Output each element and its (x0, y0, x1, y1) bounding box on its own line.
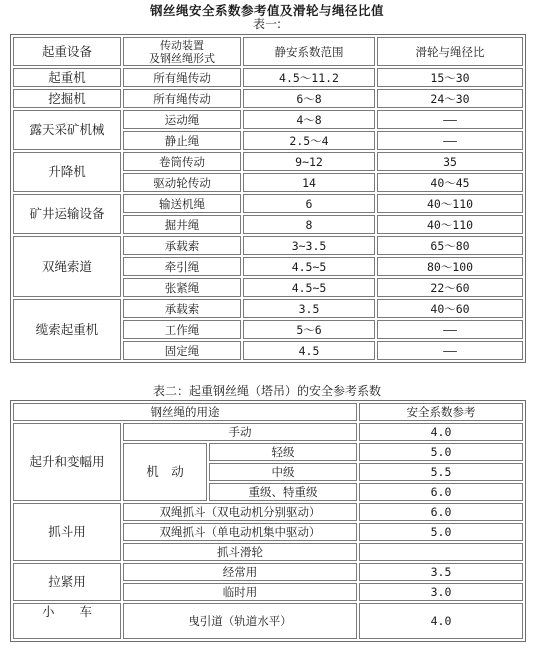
value-cell: 6.0 (359, 483, 523, 501)
usage-cell: 曳引道（轨道水平） (123, 603, 357, 639)
factor-cell: 9~12 (243, 152, 375, 171)
factor-cell: 5～6 (243, 320, 375, 339)
category-cell: 升降机 (13, 152, 121, 192)
usage-cell: 经常用 (123, 563, 357, 581)
table2-caption: 表二：起重钢丝绳（塔吊）的安全参考系数 (152, 384, 381, 398)
category-cell: 双绳索道 (13, 236, 121, 297)
header-safety-factor: 安全系数参考 (359, 403, 523, 421)
safety-factor-table (10, 34, 526, 363)
type-cell: 固定绳 (123, 341, 241, 360)
usage-cell: 轻级 (209, 443, 357, 461)
table-row (13, 563, 523, 581)
category-cell: 小 车 (13, 603, 121, 639)
category-cell: 挖掘机 (13, 89, 121, 108)
table-row (13, 89, 523, 108)
table-row (13, 152, 523, 171)
type-cell: 静止绳 (123, 131, 241, 150)
usage-cell: 双绳抓斗（单电动机集中驱动） (123, 523, 357, 541)
type-cell: 张紧绳 (123, 278, 241, 297)
type-cell: 工作绳 (123, 320, 241, 339)
value-cell: 3.5 (359, 563, 523, 581)
usage-cell: 抓斗滑轮 (123, 543, 357, 561)
table-row (13, 194, 523, 213)
type-cell: 所有绳传动 (123, 68, 241, 87)
table-row (13, 110, 523, 129)
table1-caption: 表一: (252, 17, 282, 31)
usage-cell: 双绳抓斗（双电动机分别驱动） (123, 503, 357, 521)
type-cell: 所有绳传动 (123, 89, 241, 108)
category-cell: 拉紧用 (13, 563, 121, 601)
subcategory-cell: 机 动 (123, 443, 207, 501)
ratio-cell: 40～110 (377, 194, 523, 213)
ratio-cell: 40～110 (377, 215, 523, 234)
usage-cell: 中级 (209, 463, 357, 481)
value-cell: 3.0 (359, 583, 523, 601)
category-cell: 抓斗用 (13, 503, 121, 561)
ratio-cell: —— (377, 110, 523, 129)
factor-cell: 6 (243, 194, 375, 213)
value-cell: 4.0 (359, 423, 523, 441)
type-cell: 承载索 (123, 236, 241, 255)
factor-cell: 14 (243, 173, 375, 192)
factor-cell: 3.5 (243, 299, 375, 318)
ratio-cell: 80～100 (377, 257, 523, 276)
category-cell: 矿井运输设备 (13, 194, 121, 234)
usage-cell: 手动 (123, 423, 357, 441)
table-row (13, 503, 523, 521)
table-row (13, 68, 523, 87)
page-title: 钢丝绳安全系数参考值及滑轮与绳径比值 (149, 3, 384, 18)
value-cell: 4.0 (359, 603, 523, 639)
ratio-cell: 35 (377, 152, 523, 171)
header-equipment: 起重设备 (13, 37, 121, 66)
header-sheave-ratio: 滑轮与绳径比 (377, 37, 523, 66)
ratio-cell: 22～60 (377, 278, 523, 297)
table-row (13, 423, 523, 441)
value-cell: 5.0 (359, 443, 523, 461)
table1-header-row (13, 37, 523, 66)
ratio-cell: 15～30 (377, 68, 523, 87)
ratio-cell: 24～30 (377, 89, 523, 108)
table2-header-row (13, 403, 523, 421)
type-cell: 驱动轮传动 (123, 173, 241, 192)
table-row (13, 603, 523, 639)
table-row (13, 236, 523, 255)
factor-cell: 3~3.5 (243, 236, 375, 255)
category-cell: 起重机 (13, 68, 121, 87)
header-drive-type-line2: 及钢丝绳形式 (149, 51, 215, 65)
type-cell: 牵引绳 (123, 257, 241, 276)
factor-cell: 8 (243, 215, 375, 234)
factor-cell: 4～8 (243, 110, 375, 129)
type-cell: 掘井绳 (123, 215, 241, 234)
type-cell: 运动绳 (123, 110, 241, 129)
ratio-cell: 40～60 (377, 299, 523, 318)
usage-cell: 重级、特重级 (209, 483, 357, 501)
type-cell: 承载索 (123, 299, 241, 318)
table-row (13, 299, 523, 318)
factor-cell: 4.5~5 (243, 278, 375, 297)
value-cell: 5.0 (359, 523, 523, 541)
value-cell: 5.5 (359, 463, 523, 481)
factor-cell: 4.5 (243, 341, 375, 360)
ratio-cell: 40～45 (377, 173, 523, 192)
tower-crane-factor-table (10, 400, 526, 642)
ratio-cell: 65～80 (377, 236, 523, 255)
ratio-cell: —— (377, 320, 523, 339)
category-cell: 露天采矿机械 (13, 110, 121, 150)
header-drive-type-line1: 传动装置 (160, 38, 204, 52)
factor-cell: 4.5～11.2 (243, 68, 375, 87)
value-cell: 6.0 (359, 503, 523, 521)
category-cell: 缆索起重机 (13, 299, 121, 360)
type-cell: 输送机绳 (123, 194, 241, 213)
factor-cell: 4.5~5 (243, 257, 375, 276)
type-cell: 卷筒传动 (123, 152, 241, 171)
category-cell: 起升和变幅用 (13, 423, 121, 501)
header-factor-range: 静安系数范围 (243, 37, 375, 66)
value-cell (359, 543, 523, 561)
header-rope-usage: 钢丝绳的用途 (13, 403, 357, 421)
ratio-cell: —— (377, 341, 523, 360)
usage-cell: 临时用 (123, 583, 357, 601)
factor-cell: 6～8 (243, 89, 375, 108)
ratio-cell: —— (377, 131, 523, 150)
header-drive-type (123, 37, 241, 66)
factor-cell: 2.5～4 (243, 131, 375, 150)
